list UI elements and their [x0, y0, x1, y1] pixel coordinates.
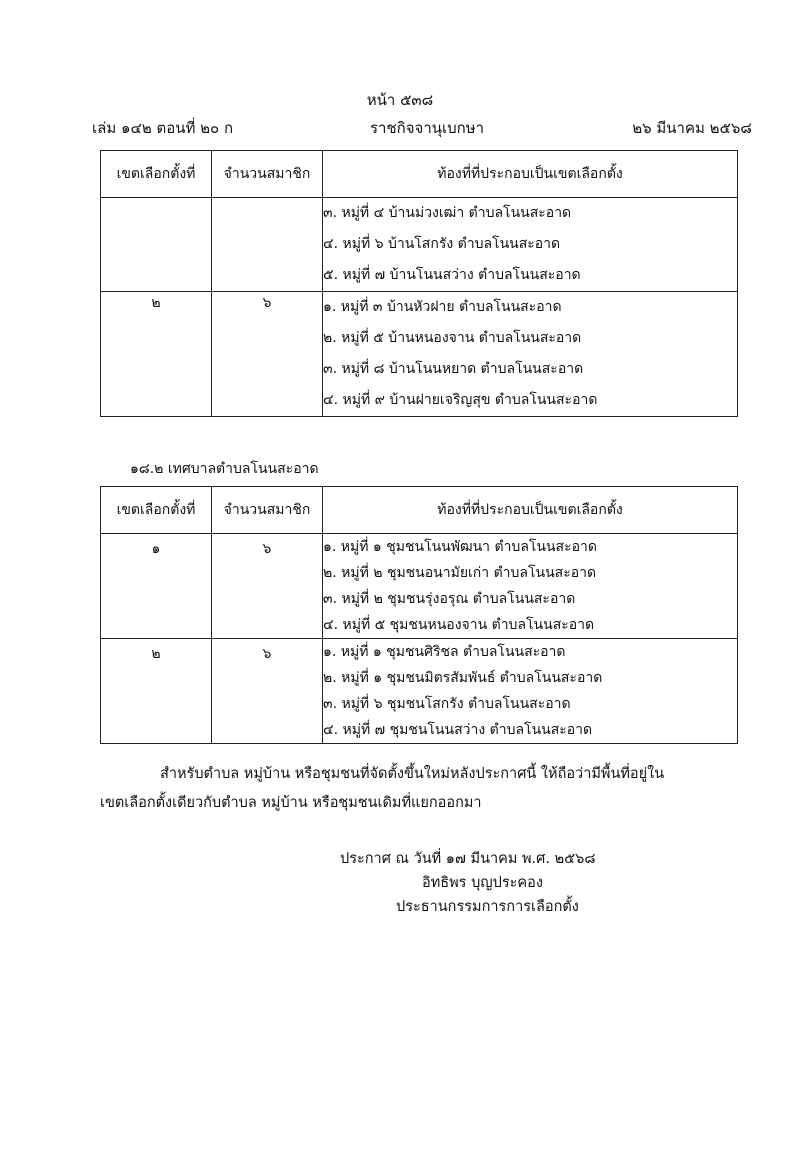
area-item: ๑. หมู่ที่ ๑ ชุมชนศิริชล ตำบลโนนสะอาด [323, 644, 566, 660]
table-header-row [101, 151, 738, 198]
area-item: ๔. หมู่ที่ ๙ บ้านฝายเจริญสุข ตำบลโนนสะอาด [323, 392, 598, 408]
area-item: ๔. หมู่ที่ ๕ ชุมชนหนองจาน ตำบลโนนสะอาด [323, 617, 595, 633]
table-row [101, 292, 738, 417]
areas-cell [323, 198, 738, 292]
table-row [101, 534, 738, 639]
members-cell: ๖ [212, 534, 323, 639]
header-members: จำนวนสมาชิก [212, 151, 323, 198]
area-item: ๓. หมู่ที่ ๒ ชุมชนรุ่งอรุณ ตำบลโนนสะอาด [323, 591, 576, 607]
signatory-position: ประธานกรรมการการเลือกตั้ง [396, 899, 579, 915]
district-cell [101, 198, 212, 292]
header-areas: ท้องที่ที่ประกอบเป็นเขตเลือกตั้ง [323, 151, 738, 198]
members-cell [212, 198, 323, 292]
announcement-date: ประกาศ ณ วันที่ ๑๗ มีนาคม พ.ศ. ๒๕๖๘ [340, 851, 596, 867]
members-cell: ๖ [212, 639, 323, 744]
issue-info: เล่ม ๑๔๒ ตอนที่ ๒๐ ก [92, 119, 234, 137]
area-item: ๔. หมู่ที่ ๖ บ้านโสกรัง ตำบลโนนสะอาด [323, 236, 561, 252]
areas-cell [323, 292, 738, 417]
table-row [101, 198, 738, 292]
members-cell: ๖ [212, 292, 323, 417]
section-heading: ๑๘.๒ เทศบาลตำบลโนนสะอาด [130, 461, 319, 477]
areas-cell [323, 534, 738, 639]
note-paragraph [100, 760, 750, 818]
district-table-2 [100, 486, 738, 744]
district-table-1 [100, 150, 738, 417]
publication-date: ๒๖ มีนาคม ๒๕๖๘ [632, 119, 752, 137]
district-cell: ๒ [101, 292, 212, 417]
header-members: จำนวนสมาชิก [212, 487, 323, 534]
signatory-name: อิทธิพร บุญประคอง [422, 875, 543, 891]
note-line-2: เขตเลือกตั้งเดียวกับตำบล หมู่บ้าน หรือชุมชนเดิมที่แยกออกมา [100, 795, 482, 811]
table-header-row [101, 487, 738, 534]
district-cell: ๒ [101, 639, 212, 744]
area-item: ๒. หมู่ที่ ๑ ชุมชนมิตรสัมพันธ์ ตำบลโนนสะอาด [323, 670, 603, 686]
area-item: ๒. หมู่ที่ ๕ บ้านหนองจาน ตำบลโนนสะอาด [323, 330, 582, 346]
area-item: ๓. หมู่ที่ ๔ บ้านม่วงเฒ่า ตำบลโนนสะอาด [323, 205, 572, 221]
area-item: ๔. หมู่ที่ ๗ ชุมชนโนนสว่าง ตำบลโนนสะอาด [323, 722, 593, 738]
table-row [101, 639, 738, 744]
header-areas: ท้องที่ที่ประกอบเป็นเขตเลือกตั้ง [323, 487, 738, 534]
header-district: เขตเลือกตั้งที่ [101, 487, 212, 534]
note-line-1: สำหรับตำบล หมู่บ้าน หรือชุมชนที่จัดตั้งขึ้นใหม่หลังประกาศนี้ ให้ถือว่ามีพื้นที่อยู่ใน [160, 766, 665, 782]
area-item: ๑. หมู่ที่ ๓ บ้านหัวฝาย ตำบลโนนสะอาด [323, 299, 562, 315]
gazette-title: ราชกิจจานุเบกษา [370, 119, 485, 137]
area-item: ๓. หมู่ที่ ๘ บ้านโนนหยาด ตำบลโนนสะอาด [323, 361, 584, 377]
district-cell: ๑ [101, 534, 212, 639]
area-item: ๑. หมู่ที่ ๑ ชุมชนโนนพัฒนา ตำบลโนนสะอาด [323, 539, 597, 555]
page-number: หน้า ๕๓๘ [366, 91, 434, 109]
header-district: เขตเลือกตั้งที่ [101, 151, 212, 198]
area-item: ๒. หมู่ที่ ๒ ชุมชนอนามัยเก่า ตำบลโนนสะอาด [323, 565, 597, 581]
areas-cell [323, 639, 738, 744]
area-item: ๕. หมู่ที่ ๗ บ้านโนนสว่าง ตำบลโนนสะอาด [323, 267, 581, 283]
area-item: ๓. หมู่ที่ ๖ ชุมชนโสกรัง ตำบลโนนสะอาด [323, 696, 571, 712]
